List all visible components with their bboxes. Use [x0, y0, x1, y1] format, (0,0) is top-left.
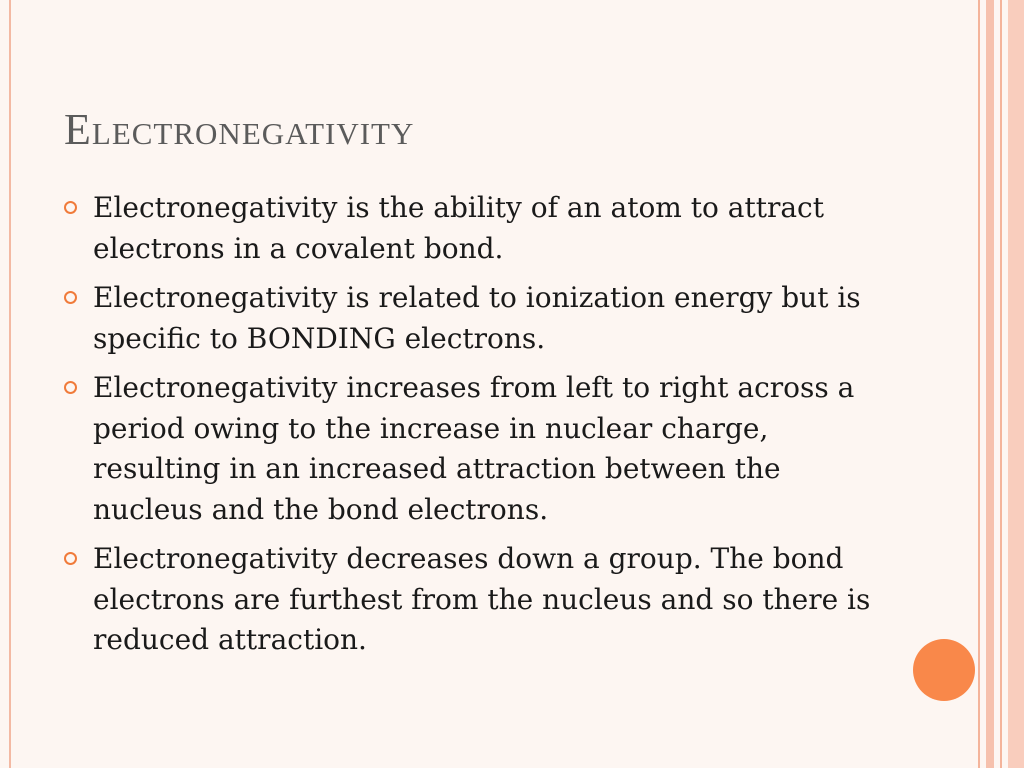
bullet-item: [64, 539, 884, 661]
decorative-circle: [913, 639, 975, 701]
right-stripe: [978, 0, 980, 768]
right-stripe: [986, 0, 994, 768]
bullet-ring-icon: [64, 201, 77, 214]
bullet-ring-icon: [64, 552, 77, 565]
bullet-text: Electronegativity decreases down a group. The bond electrons are furthest from the nucleus and so there is reduced attraction.: [93, 542, 871, 656]
bullet-text: Electronegativity increases from left to right across a period owing to the increase in nuclear charge, resulting in an increased attraction between the nucleus and the bond electrons.: [93, 371, 855, 526]
bullet-ring-icon: [64, 381, 77, 394]
bullet-item: [64, 368, 884, 530]
bullet-item: [64, 278, 884, 359]
bullet-text: Electronegativity is related to ionization energy but is specific to BONDING electrons.: [93, 281, 861, 355]
slide-title: Electronegativity: [64, 105, 415, 154]
left-accent-line: [9, 0, 11, 768]
bullet-text: Electronegativity is the ability of an atom to attract electrons in a covalent bond.: [93, 191, 824, 265]
bullet-list: [64, 188, 884, 670]
bullet-item: [64, 188, 884, 269]
right-stripe: [1000, 0, 1002, 768]
bullet-ring-icon: [64, 291, 77, 304]
right-stripe: [1008, 0, 1024, 768]
